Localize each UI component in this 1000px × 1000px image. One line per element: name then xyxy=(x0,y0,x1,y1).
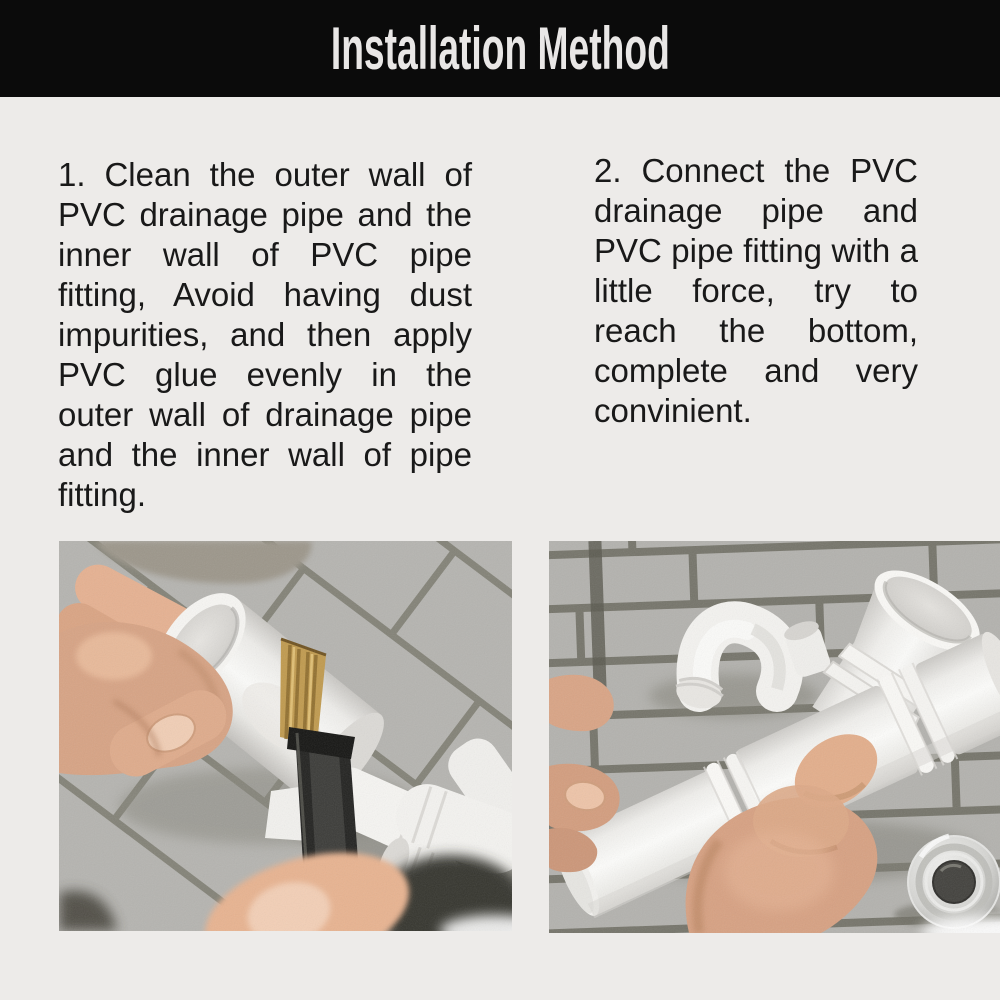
photo-connect-fitting xyxy=(549,541,1000,933)
photo-connect-fitting-art xyxy=(549,541,1000,933)
photo-apply-glue-art xyxy=(59,541,512,931)
step-1-text: 1. Clean the outer wall of PVC drainage pipe and the inner wall of PVC pipe fitting, Avoid having dust impurities, and then apply PVC glue evenly in the outer wall of drainage pipe and the inner wall of pipe fitting. xyxy=(58,156,472,513)
photo-grain xyxy=(59,541,512,931)
page-title: Installation Method xyxy=(330,15,670,82)
header-banner xyxy=(0,0,1000,97)
step-2-text: 2. Connect the PVC drainage pipe and PVC pipe fitting with a little force, try to reach the bottom, complete and very convinient. xyxy=(594,152,918,429)
photo-apply-glue xyxy=(59,541,512,931)
photo-grain xyxy=(549,541,1000,933)
